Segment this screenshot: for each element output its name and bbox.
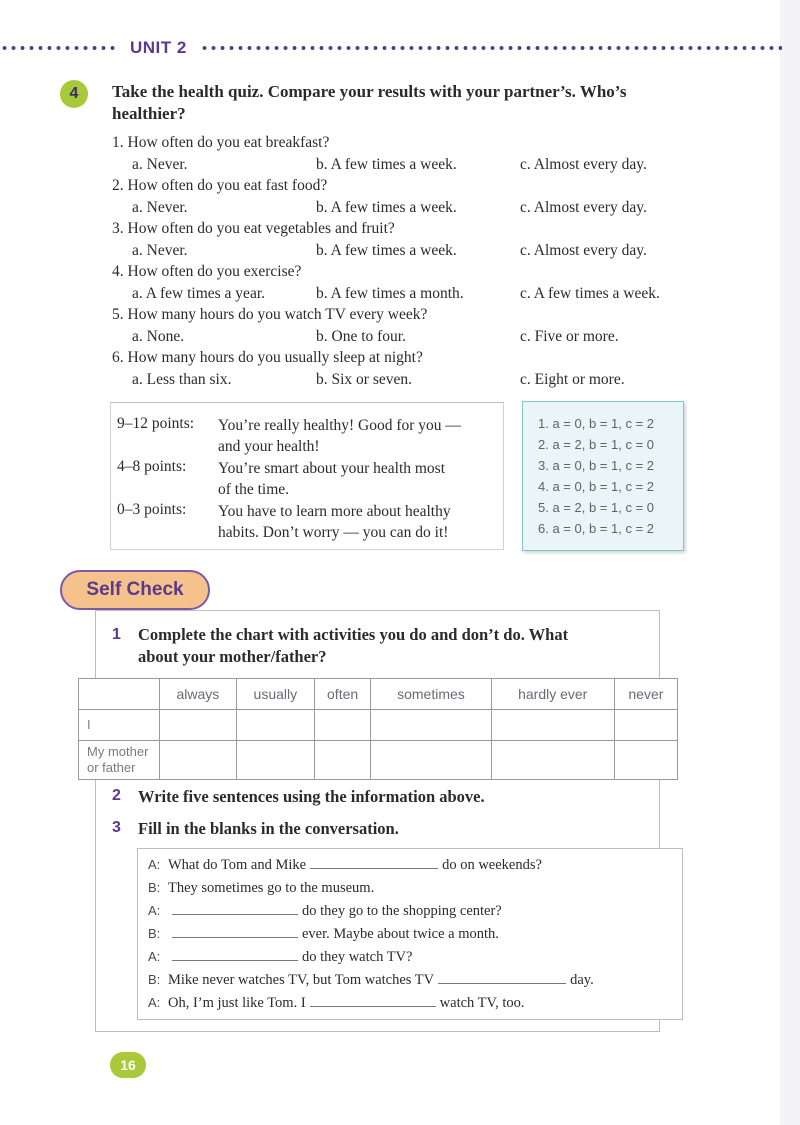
chart-cell[interactable]	[236, 710, 314, 741]
chart-row	[79, 710, 678, 741]
line-text: Mike never watches TV, but Tom watches TV	[168, 972, 435, 988]
self-check-item-instruction: Fill in the blanks in the conversation.	[138, 819, 399, 838]
line-text: They sometimes go to the museum.	[168, 880, 375, 896]
conversation-box	[137, 848, 683, 1020]
line-text: day.	[570, 972, 594, 988]
chart-row	[79, 741, 678, 780]
quiz-option-c: c. Eight or more.	[520, 371, 625, 388]
instruction-line: about your mother/father?	[138, 647, 327, 666]
chart-column-header: often	[314, 679, 370, 710]
quiz-option-c: c. Almost every day.	[520, 199, 647, 216]
chart-column-header: always	[160, 679, 237, 710]
speaker-label: B:	[148, 926, 161, 941]
score-description-line: You’re really healthy! Good for you —	[218, 417, 461, 434]
chart-header-row	[79, 679, 678, 710]
score-description	[218, 501, 498, 543]
quiz-question: 2. How often do you eat fast food?	[112, 177, 328, 194]
self-check-title: Self Check	[60, 570, 210, 610]
chart-cell[interactable]	[314, 741, 370, 780]
line-text: What do Tom and Mike	[168, 857, 307, 873]
exercise-number-badge: 4	[60, 80, 88, 108]
quiz-question: 6. How many hours do you usually sleep at night?	[112, 349, 423, 366]
quiz-question: 5. How many hours do you watch TV every week?	[112, 306, 428, 323]
answer-key-line: 2. a = 2, b = 1, c = 0	[538, 437, 654, 452]
score-description-line: habits. Don’t worry — you can do it!	[218, 524, 449, 541]
speaker-label: A:	[148, 903, 161, 918]
chart-cell[interactable]	[614, 741, 677, 780]
speaker-label: A:	[148, 949, 161, 964]
exercise-instruction: Take the health quiz. Compare your results with your partner’s. Who’s healthier?	[112, 82, 627, 123]
answer-key-line: 1. a = 0, b = 1, c = 2	[538, 416, 654, 431]
answer-key-line: 6. a = 0, b = 1, c = 2	[538, 521, 654, 536]
chart-column-header: never	[614, 679, 677, 710]
quiz-option-b: b. Six or seven.	[316, 371, 413, 388]
conversation-line	[148, 880, 374, 897]
conversation-line	[148, 926, 499, 943]
blank-field[interactable]	[172, 959, 298, 961]
speaker-label: B:	[148, 880, 161, 895]
quiz-option-a: a. None.	[132, 328, 185, 345]
blank-field[interactable]	[172, 913, 298, 915]
chart-cell[interactable]	[160, 710, 237, 741]
chart-cell[interactable]	[491, 741, 614, 780]
answer-key-line: 5. a = 2, b = 1, c = 0	[538, 500, 654, 515]
blank-field[interactable]	[438, 982, 566, 984]
line-text: do they watch TV?	[302, 949, 413, 965]
score-description-line: and your health!	[218, 438, 320, 455]
header-dots-right	[200, 44, 782, 52]
chart-column-header: usually	[236, 679, 314, 710]
self-check-item-number: 1	[112, 626, 121, 643]
answer-key-line: 4. a = 0, b = 1, c = 2	[538, 479, 654, 494]
chart-corner-cell	[79, 679, 160, 710]
score-description	[218, 458, 498, 500]
unit-title: UNIT 2	[130, 38, 187, 57]
chart-cell[interactable]	[371, 741, 491, 780]
quiz-option-c: c. Almost every day.	[520, 156, 647, 173]
chart-cell[interactable]	[314, 710, 370, 741]
score-guide-box	[110, 402, 504, 550]
line-text: Oh, I’m just like Tom. I	[168, 995, 306, 1011]
conversation-line	[148, 903, 502, 920]
line-text: do they go to the shopping center?	[302, 903, 502, 919]
chart-cell[interactable]	[614, 710, 677, 741]
self-check-item-number: 2	[112, 787, 121, 804]
page-number: 16	[110, 1052, 146, 1078]
activity-chart	[78, 678, 678, 780]
conversation-line	[148, 857, 542, 874]
line-text: watch TV, too.	[439, 995, 525, 1011]
quiz-option-a: a. Never.	[132, 199, 188, 216]
quiz-question: 3. How often do you eat vegetables and fruit?	[112, 220, 395, 237]
line-text: ever. Maybe about twice a month.	[302, 926, 499, 942]
chart-cell[interactable]	[160, 741, 237, 780]
chart-cell[interactable]	[491, 710, 614, 741]
chart-column-header: hardly ever	[491, 679, 614, 710]
instruction-line: Complete the chart with activities you do and don’t do. What	[138, 625, 569, 644]
row-label-line: or father	[87, 760, 136, 775]
self-check-item-instruction: Write five sentences using the information above.	[138, 787, 485, 806]
score-description-line: You have to learn more about healthy	[218, 503, 451, 520]
speaker-label: B:	[148, 972, 161, 987]
chart-column-header: sometimes	[371, 679, 491, 710]
chart-row-label	[79, 741, 160, 780]
blank-field[interactable]	[172, 936, 298, 938]
header-dots-left	[0, 44, 118, 52]
quiz-option-b: b. A few times a week.	[316, 199, 457, 216]
quiz-option-b: b. One to four.	[316, 328, 406, 345]
score-range: 9–12 points:	[117, 415, 195, 432]
conversation-line	[148, 995, 525, 1012]
speaker-label: A:	[148, 857, 161, 872]
self-check-item-instruction	[138, 624, 568, 668]
quiz-option-c: c. Five or more.	[520, 328, 619, 345]
chart-cell[interactable]	[371, 710, 491, 741]
quiz-option-b: b. A few times a week.	[316, 242, 457, 259]
chart-cell[interactable]	[236, 741, 314, 780]
row-label-line: My mother	[87, 744, 149, 759]
score-description	[218, 415, 498, 457]
blank-field[interactable]	[310, 1005, 436, 1007]
page-edge-strip	[780, 0, 800, 1125]
answer-key-box	[522, 401, 684, 551]
score-description-line: You’re smart about your health most	[218, 460, 446, 477]
quiz-option-c: c. A few times a week.	[520, 285, 660, 302]
score-range: 0–3 points:	[117, 501, 187, 518]
quiz-option-c: c. Almost every day.	[520, 242, 647, 259]
line-text: do on weekends?	[442, 857, 542, 873]
answer-key-line: 3. a = 0, b = 1, c = 2	[538, 458, 654, 473]
conversation-line	[148, 949, 412, 966]
chart-row-label: I	[79, 710, 160, 741]
self-check-item-number: 3	[112, 819, 121, 836]
quiz-option-b: b. A few times a week.	[316, 156, 457, 173]
conversation-line	[148, 972, 594, 989]
score-description-line: of the time.	[218, 481, 290, 498]
quiz-option-a: a. Never.	[132, 156, 188, 173]
quiz-option-a: a. Less than six.	[132, 371, 232, 388]
quiz-question: 1. How often do you eat breakfast?	[112, 134, 330, 151]
score-range: 4–8 points:	[117, 458, 187, 475]
quiz-question: 4. How often do you exercise?	[112, 263, 302, 280]
quiz-option-b: b. A few times a month.	[316, 285, 464, 302]
speaker-label: A:	[148, 995, 161, 1010]
quiz-option-a: a. A few times a year.	[132, 285, 265, 302]
blank-field[interactable]	[310, 867, 438, 869]
quiz-option-a: a. Never.	[132, 242, 188, 259]
